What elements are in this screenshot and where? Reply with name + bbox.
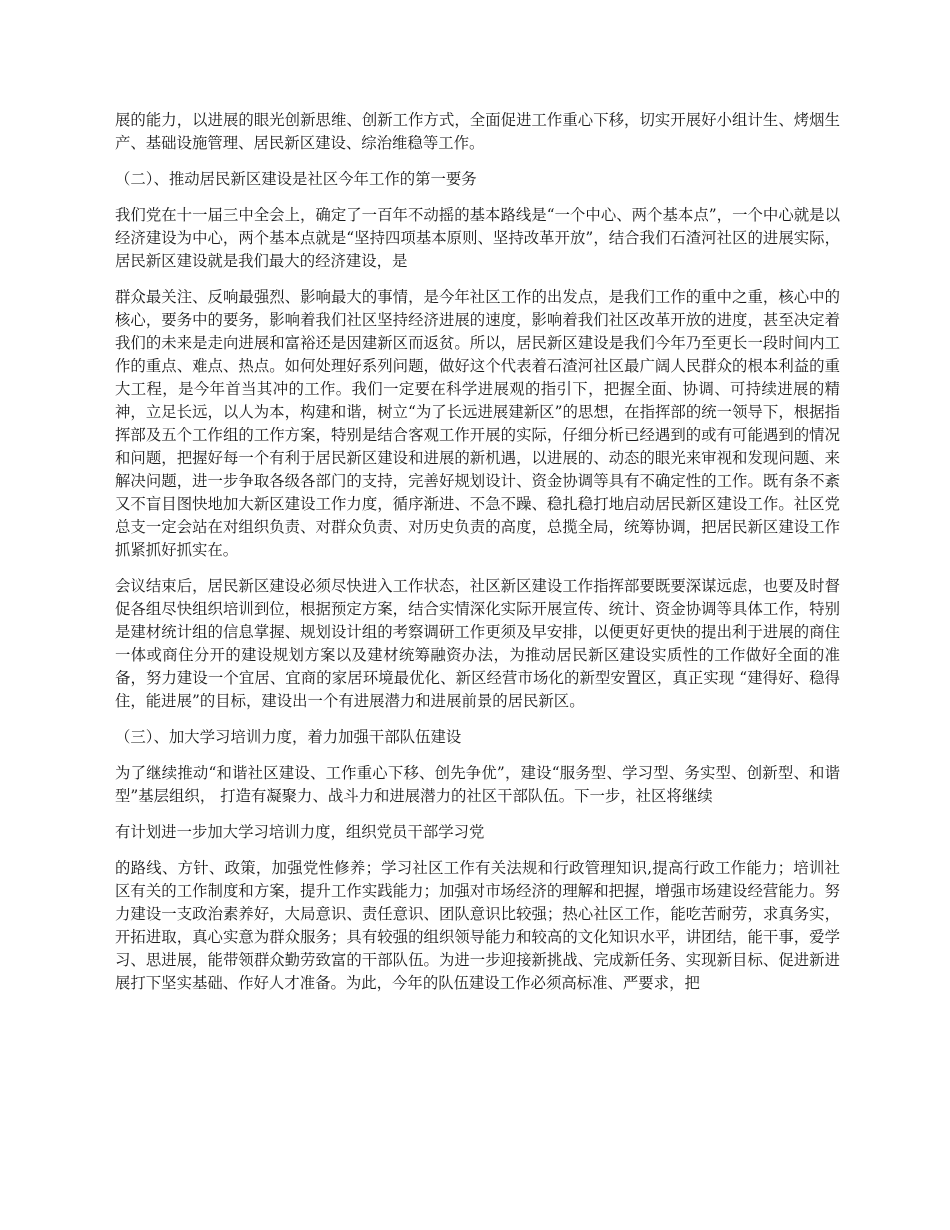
document-body: [115, 109, 840, 1008]
paragraph-training-content: 的路线、方针、政策，加强党性修养；学习社区工作有关法规和行政管理知识,提高行政工作能力；培训社区有关的工作制度和方案，提升工作实践能力；加强对市场经济的理解和把握，增强市场建设经营能力。努力建设一支政治素养好，大局意识、责任意识、团队意识比较强；热心社区工作，能吃苦耐劳，求真务实，开拓进取，真心实意为群众服务；具有较强的组织领导能力和较高的文化知识水平，讲团结，能干事，爱学习、思进展，能带领群众勤劳致富的干部队伍。为进一步迎接新挑战、完成新任务、实现新目标、促进新进展打下坚实基础、作好人才准备。为此，今年的队伍建设工作必须高标准、严要求，把: [115, 859, 840, 992]
paragraph-basic-line: 我们党在十一届三中全会上，确定了一百年不动摇的基本路线是“一个中心、两个基本点”，一个中心就是以经济建设为中心，两个基本点就是“坚持四项基本原则、坚持改革开放”，结合我们石渣河社区的进展实际，居民新区建设就是我们最大的经济建设，是: [115, 206, 840, 270]
section-heading-3: （三）、加大学习培训力度，着力加强干部队伍建设: [115, 728, 462, 746]
section-heading-2: （二）、推动居民新区建设是社区今年工作的第一要务: [115, 170, 477, 188]
paragraph-training-plan: 有计划进一步加大学习培训力度，组织党员干部学习党: [115, 823, 485, 841]
paragraph-after-meeting: 会议结束后，居民新区建设必须尽快进入工作状态，社区新区建设工作指挥部要既要深谋远虑，也要及时督促各组尽快组织培训到位，根据预定方案，结合实情深化实际开展宣传、统计、资金协调等具体工作，特别是建材统计组的信息掌握、规划设计组的考察调研工作更须及早安排，以便更好更快的提出利于进展的商住一体或商住分开的建设规划方案以及建材统筹融资办法，为推动居民新区建设实质性的工作做好全面的准备，努力建设一个宜居、宜商的家居环境最优化、新区经营市场化的新型安置区，真正实现 “建得好、稳得住，能进展”的目标，建设出一个有进展潜力和进展前景的居民新区。: [115, 577, 840, 710]
paragraph-continuation: 展的能力，以进展的眼光创新思维、创新工作方式，全面促进工作重心下移，切实开展好小组计生、烤烟生产、基础设施管理、居民新区建设、综治维稳等工作。: [115, 111, 840, 152]
paragraph-cadre-building: 为了继续推动“和谐社区建设、工作重心下移、创先争优”，建设“服务型、学习型、务实型、创新型、和谐型”基层组织， 打造有凝聚力、战斗力和进展潜力的社区干部队伍。下一步，社区将继续: [115, 764, 840, 805]
paragraph-new-district-importance: 群众最关注、反响最强烈、影响最大的事情，是今年社区工作的出发点，是我们工作的重中之重，核心中的核心，要务中的要务，影响着我们社区坚持经济进展的速度，影响着我们社区改革开放的进度，甚至决定着我们的未来是走向进展和富裕还是因建新区而返贫。所以，居民新区建设是我们今年乃至更长一段时间内工作的重点、难点、热点。如何处理好系列问题，做好这个代表着石渣河社区最广阔人民群众的根本利益的重大工程，是今年首当其冲的工作。我们一定要在科学进展观的指引下，把握全面、协调、可持续进展的精神，立足长远，以人为本，构建和谐，树立“为了长远进展建新区”的思想，在指挥部的统一领导下，根据指挥部及五个工作组的工作方案，特别是结合客观工作开展的实际，仔细分析已经遇到的或有可能遇到的情况和问题，把握好每一个有利于居民新区建设和进展的新机遇，以进展的、动态的眼光来审视和发现问题、来解决问题，进一步争取各级各部门的支持，完善好规划设计、资金协调等具有不确定性的工作。既有条不紊又不盲目图快地加大新区建设工作力度，循序渐进、不急不躁、稳扎稳打地启动居民新区建设工作。社区党总支一定会站在对组织负责、对群众负责、对历史负责的高度，总揽全局，统筹协调，把居民新区建设工作抓紧抓好抓实在。: [115, 288, 840, 559]
